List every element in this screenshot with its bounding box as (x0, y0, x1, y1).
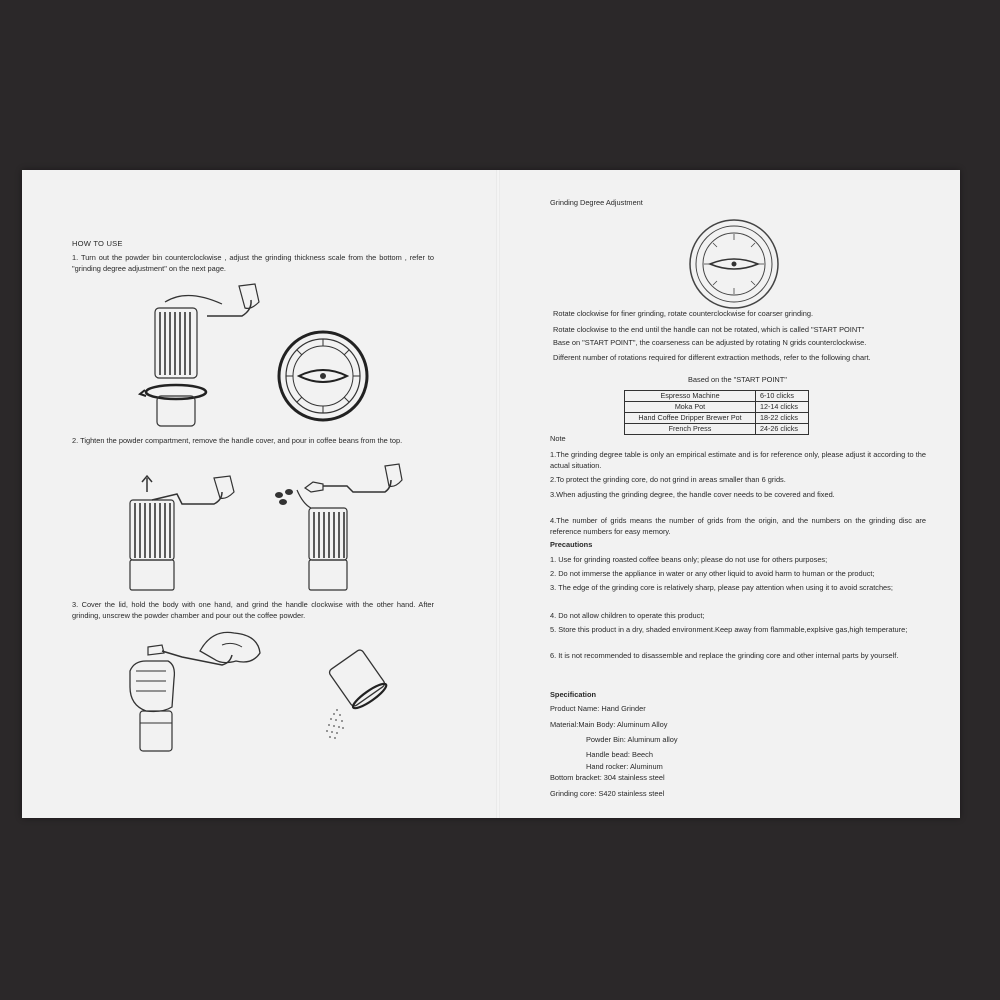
precaution-4: 4. Do not allow children to operate this product; (550, 611, 705, 620)
note-4: 4.The number of grids means the number of grids from the origin, and the numbers on the grinding disc are reference numbers for easy memory. (550, 516, 926, 536)
spec-powder-bin: Powder Bin: Aluminum alloy (586, 735, 678, 744)
note-1: 1.The grinding degree table is only an empirical estimate and is for reference only, please adjust it according to the actual situation. (550, 450, 926, 470)
step-2-text: 2. Tighten the powder compartment, remove the handle cover, and pour in coffee beans from the top. (72, 436, 403, 445)
how-to-use-heading: HOW TO USE (72, 239, 123, 248)
method-cell: Espresso Machine (625, 391, 756, 402)
method-cell: French Press (625, 424, 756, 435)
precaution-1: 1. Use for grinding roasted coffee beans only; please do not use for others purposes; (550, 555, 828, 564)
remove-cover-illustration (122, 470, 252, 595)
grinder-rotate-illustration (127, 280, 257, 430)
instruction-booklet (22, 170, 960, 818)
note-3: 3.When adjusting the grinding degree, the handle cover needs to be covered and fixed. (550, 490, 835, 499)
grinding-dial-illustration (277, 330, 373, 422)
method-cell: Moka Pot (625, 402, 756, 413)
pour-powder-illustration (307, 648, 397, 743)
precautions-title: Precautions (550, 540, 593, 549)
chart-caption: Based on the "START POINT" (688, 375, 787, 384)
method-cell: Hand Coffee Dripper Brewer Pot (625, 413, 756, 424)
spec-bottom-bracket: Bottom bracket: 304 stainless steel (550, 773, 665, 782)
adjustment-dial-illustration (688, 218, 782, 310)
adjust-line-2: Rotate clockwise to the end until the handle can not be rotated, which is called "START POINT" (553, 325, 865, 334)
clicks-cell: 24-26 clicks (756, 424, 809, 435)
specification-title: Specification (550, 690, 596, 699)
step-1-text: 1. Turn out the powder bin counterclockwise , adjust the grinding thickness scale from the bottom , refer to "grinding degree adjustment" on the next page. (72, 253, 434, 273)
table-row (625, 402, 809, 413)
adjust-line-4: Different number of rotations required for different extraction methods, refer to the following chart. (553, 353, 871, 362)
clicks-cell: 12-14 clicks (756, 402, 809, 413)
right-page (500, 170, 960, 818)
table-row (625, 391, 809, 402)
table-row (625, 413, 809, 424)
table-row (625, 424, 809, 435)
spec-product-name: Product Name: Hand Grinder (550, 704, 646, 713)
hand-grinding-illustration (122, 625, 272, 755)
clicks-cell: 6-10 clicks (756, 391, 809, 402)
precaution-6: 6. It is not recommended to disassemble and replace the grinding core and other internal parts by yourself. (550, 651, 899, 660)
clicks-cell: 18-22 clicks (756, 413, 809, 424)
spec-grinding-core: Grinding core: S420 stainless steel (550, 789, 665, 798)
adjust-line-3: Base on "START POINT", the coarseness can be adjusted by rotating N grids counterclockwise. (553, 338, 867, 347)
note-2: 2.To protect the grinding core, do not grind in areas smaller than 6 grids. (550, 475, 786, 484)
grinding-adjustment-title: Grinding Degree Adjustment (550, 198, 643, 207)
precaution-2: 2. Do not immerse the appliance in water or any other liquid to avoid harm to human or the product; (550, 569, 875, 578)
spec-handle-bead: Handle bead: Beech (586, 750, 653, 759)
clicks-table (624, 390, 809, 435)
precaution-5: 5. Store this product in a dry, shaded environment.Keep away from flammable,explsive gas,high temperature; (550, 625, 908, 634)
pour-beans-illustration (267, 470, 397, 595)
spec-main-body: Material:Main Body: Aluminum Alloy (550, 720, 668, 729)
adjust-line-1: Rotate clockwise for finer grinding, rotate counterclockwise for coarser grinding. (553, 309, 814, 318)
left-page (22, 170, 496, 818)
spec-hand-rocker: Hand rocker: Aluminum (586, 762, 663, 771)
precaution-3: 3. The edge of the grinding core is relatively sharp, please pay attention when using it to avoid scratches; (550, 583, 893, 592)
note-title: Note (550, 434, 566, 443)
step-3-text: 3. Cover the lid, hold the body with one hand, and grind the handle clockwise with the other hand. After grinding, unscrew the powder chamber and pour out the coffee powder. (72, 600, 434, 620)
